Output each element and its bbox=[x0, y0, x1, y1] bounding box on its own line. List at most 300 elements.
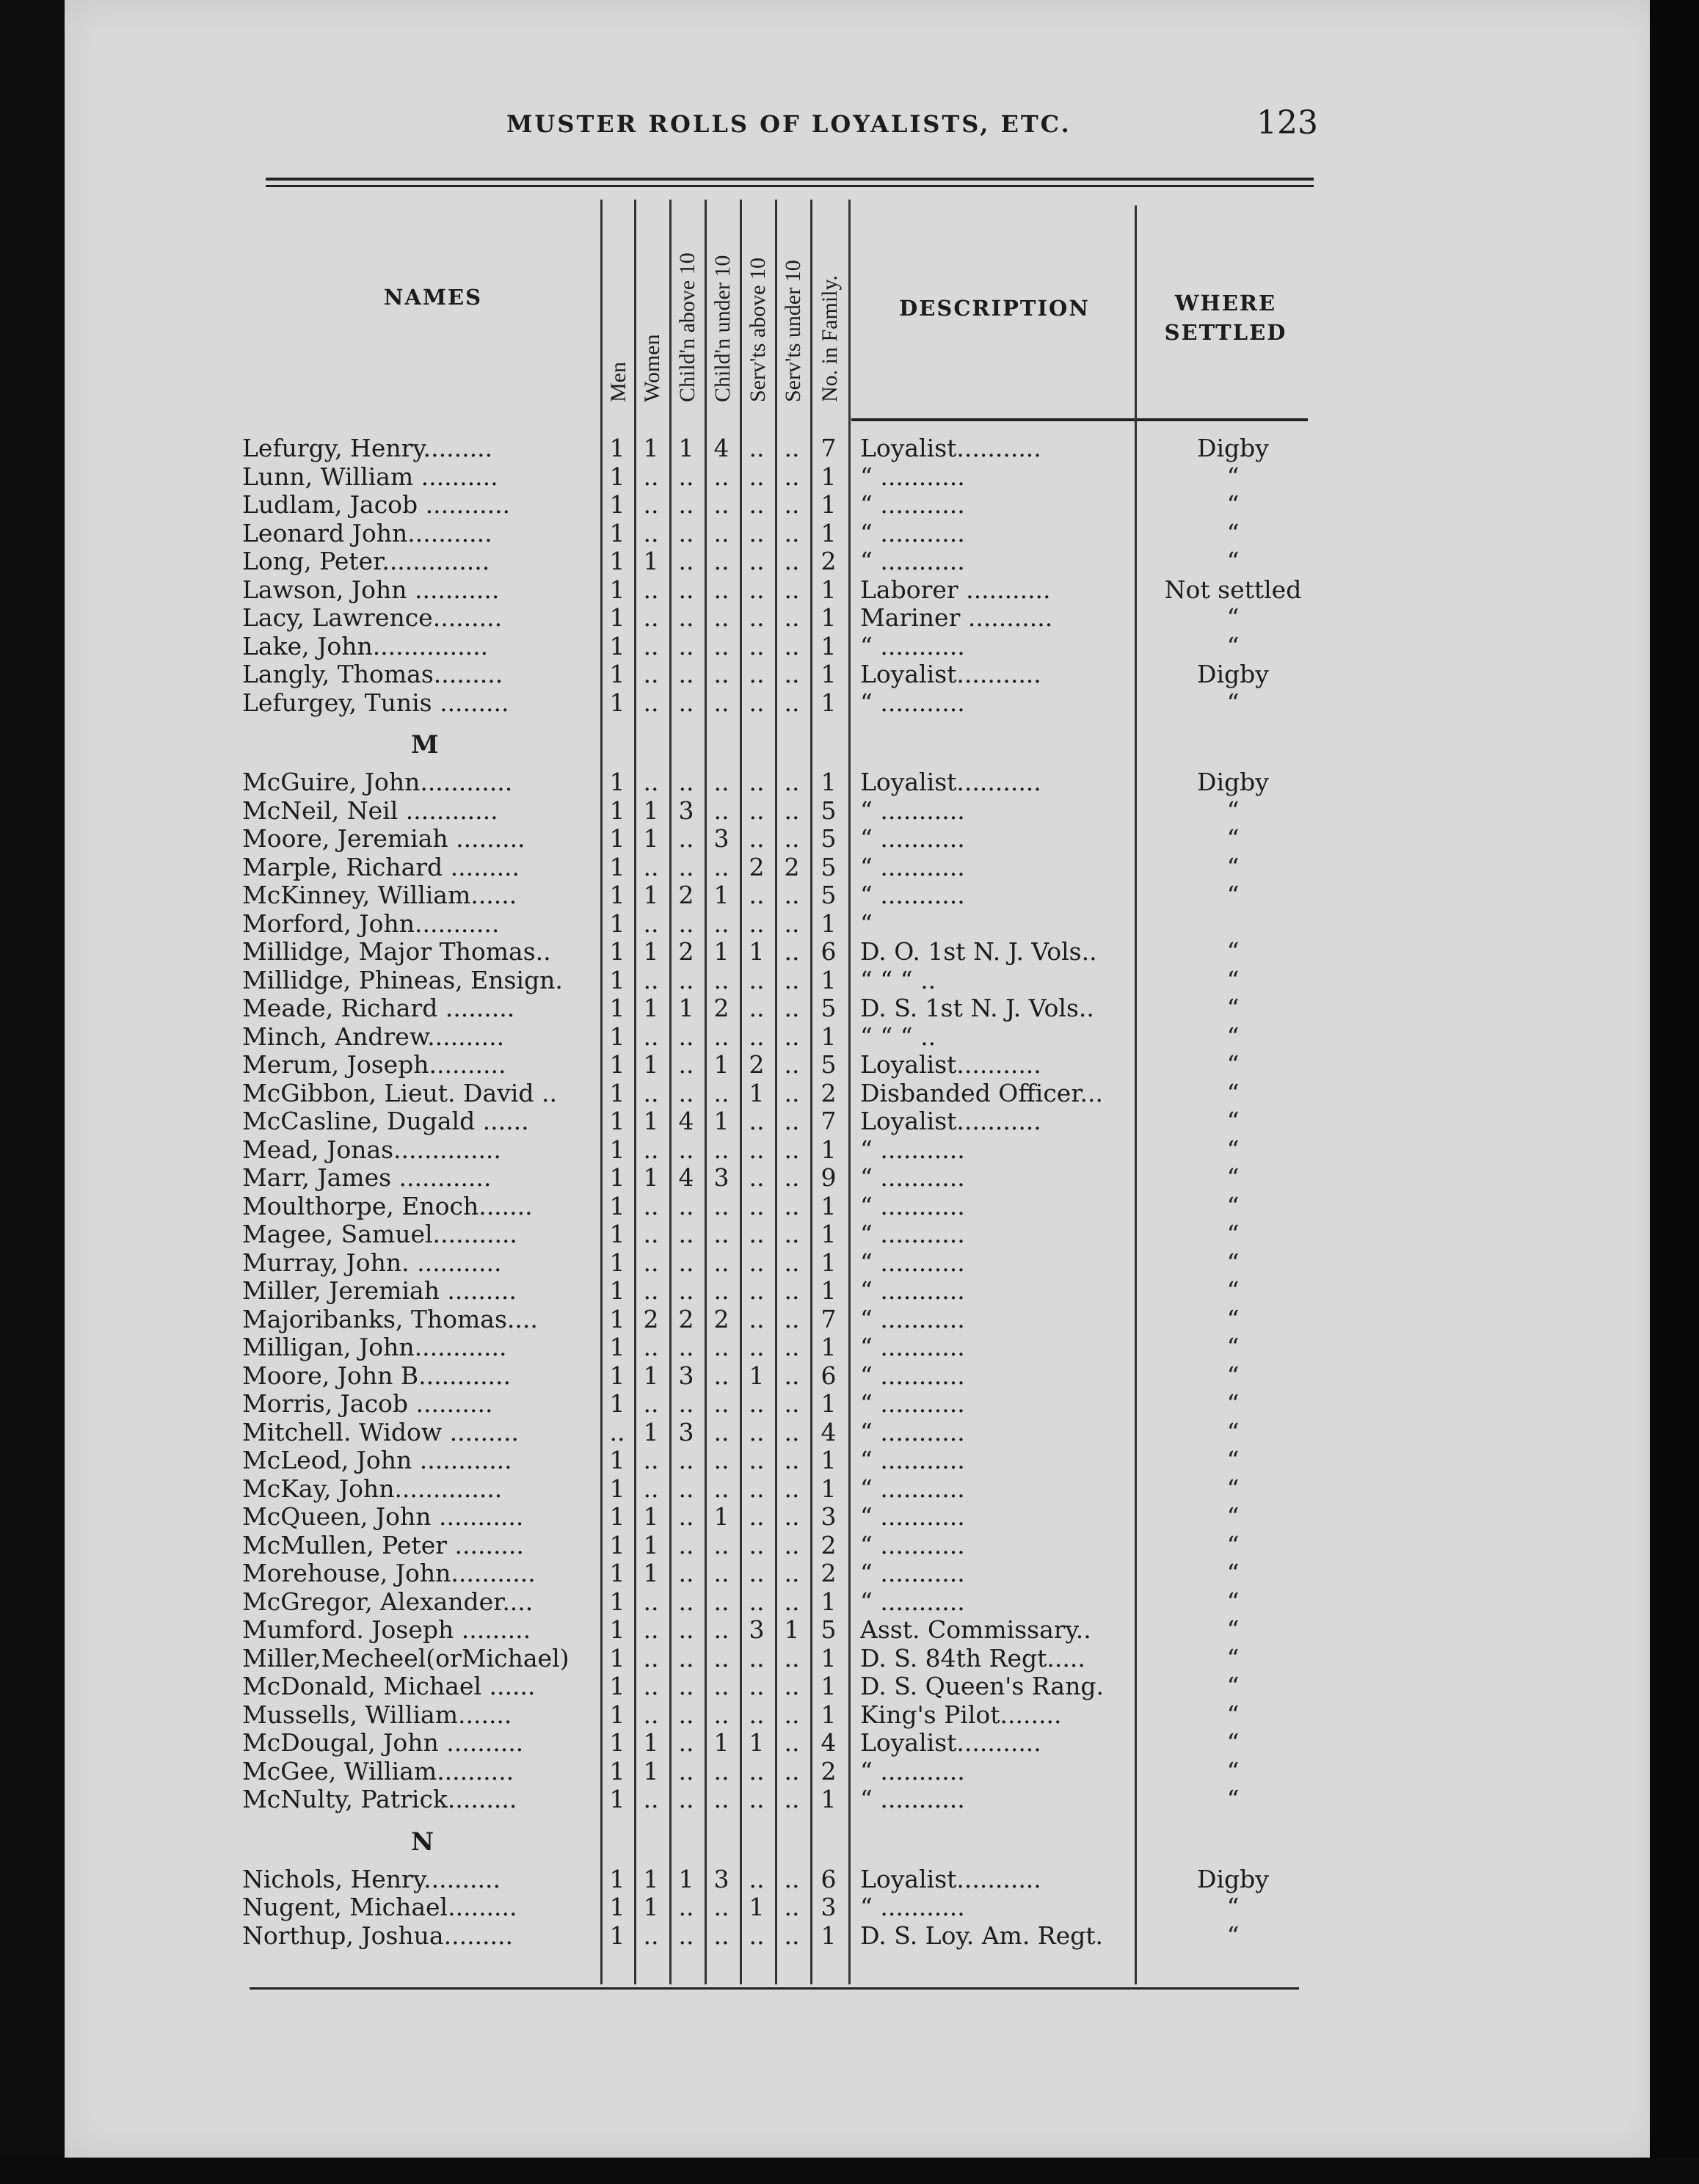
cell-children-above: .. bbox=[678, 1446, 694, 1474]
cell-description: King's Pilot........ bbox=[860, 1700, 1062, 1729]
table-row bbox=[242, 1893, 1314, 1921]
cell-servants-above: .. bbox=[749, 1587, 765, 1616]
cell-men: 1 bbox=[609, 1785, 625, 1813]
cell-servants-under: .. bbox=[784, 1728, 800, 1757]
cell-where-settled: “ bbox=[1226, 1191, 1240, 1220]
cell-servants-above: .. bbox=[749, 603, 765, 632]
cell-women: 1 bbox=[643, 1893, 659, 1921]
cell-women: .. bbox=[643, 965, 659, 994]
row-name: McDougal, John .......... bbox=[242, 1729, 524, 1757]
cell-where-settled: “ bbox=[1226, 881, 1240, 909]
table-row bbox=[242, 1672, 1314, 1700]
cell-where-settled: “ bbox=[1226, 1417, 1240, 1446]
cell-men: 1 bbox=[609, 796, 625, 825]
cell-children-under: .. bbox=[713, 1361, 730, 1390]
cell-children-under: .. bbox=[713, 1389, 730, 1418]
cell-children-under: .. bbox=[713, 796, 730, 825]
cell-women: .. bbox=[643, 462, 659, 491]
cell-servants-above: .. bbox=[749, 1643, 765, 1672]
cell-description: “ ........... bbox=[860, 1531, 965, 1559]
table-row bbox=[242, 1220, 1314, 1248]
cell-women: .. bbox=[643, 1615, 659, 1644]
cell-children-above: .. bbox=[678, 1191, 694, 1220]
table-row bbox=[242, 689, 1314, 717]
table-row bbox=[242, 1786, 1314, 1813]
cell-servants-above: .. bbox=[749, 881, 765, 909]
cell-children-under: .. bbox=[713, 518, 730, 547]
cell-servants-under: .. bbox=[784, 1022, 800, 1051]
cell-family: 1 bbox=[821, 965, 837, 994]
cell-description: Loyalist........... bbox=[860, 1729, 1041, 1757]
cell-family: 7 bbox=[821, 1304, 837, 1333]
cell-servants-under: .. bbox=[784, 1417, 800, 1446]
cell-where-settled: “ bbox=[1226, 937, 1240, 966]
running-head: MUSTER ROLLS OF LOYALISTS, ETC. bbox=[506, 110, 1072, 138]
cell-men: 1 bbox=[609, 768, 625, 796]
cell-description: “ bbox=[860, 909, 873, 938]
cell-children-above: .. bbox=[678, 1389, 694, 1418]
row-name: McKay, John.............. bbox=[242, 1474, 503, 1503]
cell-family: 1 bbox=[821, 1921, 837, 1950]
cell-where-settled: “ bbox=[1226, 1921, 1240, 1950]
cell-children-above: .. bbox=[678, 965, 694, 994]
header-bottom-rule bbox=[851, 418, 1308, 421]
header-where-settled-1: WHERE bbox=[1174, 291, 1277, 316]
cell-women: 1 bbox=[643, 1107, 659, 1135]
cell-children-above: 2 bbox=[678, 881, 694, 909]
cell-where-settled: “ bbox=[1226, 1107, 1240, 1135]
cell-women: 1 bbox=[643, 547, 659, 575]
cell-description: D. O. 1st N. J. Vols.. bbox=[860, 938, 1097, 966]
cell-servants-above: .. bbox=[749, 1276, 765, 1305]
cell-where-settled: “ bbox=[1226, 1135, 1240, 1164]
cell-children-above: .. bbox=[678, 1756, 694, 1786]
cell-women: .. bbox=[643, 490, 659, 519]
table-row bbox=[242, 1559, 1314, 1587]
cell-family: 2 bbox=[821, 1559, 837, 1587]
table-row bbox=[242, 1249, 1314, 1277]
cell-men: 1 bbox=[609, 688, 625, 717]
cell-children-above: .. bbox=[678, 768, 694, 796]
cell-servants-under: .. bbox=[784, 1050, 800, 1079]
cell-children-above: .. bbox=[678, 1022, 694, 1051]
table-row bbox=[242, 768, 1314, 796]
cell-where-settled: Digby bbox=[1197, 660, 1269, 688]
cell-men: 1 bbox=[609, 518, 625, 547]
cell-women: .. bbox=[643, 1276, 659, 1305]
cell-servants-above: .. bbox=[749, 631, 765, 660]
cell-women: 1 bbox=[643, 1050, 659, 1079]
table-row bbox=[242, 1051, 1314, 1079]
cell-family: 1 bbox=[821, 1672, 837, 1700]
cell-servants-above: .. bbox=[749, 965, 765, 994]
cell-servants-above: .. bbox=[749, 547, 765, 575]
cell-servants-above: 3 bbox=[749, 1615, 765, 1644]
cell-servants-under: .. bbox=[784, 1672, 800, 1700]
cell-servants-under: .. bbox=[784, 603, 800, 632]
section-letter: M bbox=[411, 730, 439, 760]
cell-servants-above: .. bbox=[749, 1248, 765, 1277]
cell-women: 1 bbox=[643, 1502, 659, 1531]
cell-where-settled: “ bbox=[1226, 490, 1240, 519]
row-name: Magee, Samuel........... bbox=[242, 1220, 517, 1248]
cell-servants-under: .. bbox=[784, 518, 800, 547]
cell-women: .. bbox=[643, 1700, 659, 1729]
table-row bbox=[242, 1616, 1314, 1644]
cell-children-above: .. bbox=[678, 1700, 694, 1729]
row-name: Marple, Richard ......... bbox=[242, 853, 520, 881]
cell-where-settled: “ bbox=[1226, 547, 1240, 575]
cell-men: 1 bbox=[609, 603, 625, 632]
cell-servants-under: .. bbox=[784, 1220, 800, 1248]
table-row bbox=[242, 1503, 1314, 1531]
cell-children-under: .. bbox=[713, 688, 730, 717]
cell-children-under: .. bbox=[713, 1078, 730, 1107]
cell-where-settled: “ bbox=[1226, 1078, 1240, 1107]
row-name: McCasline, Dugald ...... bbox=[242, 1107, 529, 1135]
row-name: Morehouse, John........... bbox=[242, 1559, 536, 1587]
cell-family: 1 bbox=[821, 603, 837, 632]
cell-men: 1 bbox=[609, 909, 625, 938]
table-bottom-rule bbox=[250, 1987, 1299, 1990]
cell-children-above: 2 bbox=[678, 1304, 694, 1333]
cell-description: Loyalist........... bbox=[860, 660, 1041, 688]
cell-women: .. bbox=[643, 575, 659, 604]
cell-servants-under: .. bbox=[784, 1191, 800, 1220]
table-row bbox=[242, 491, 1314, 519]
row-name: Ludlam, Jacob ........... bbox=[242, 491, 511, 519]
row-name: Murray, John. ........... bbox=[242, 1248, 502, 1277]
table-top-rule-2 bbox=[266, 185, 1314, 187]
cell-servants-above: .. bbox=[749, 434, 765, 462]
cell-description: Disbanded Officer... bbox=[860, 1079, 1103, 1107]
cell-servants-under: .. bbox=[784, 1530, 800, 1559]
cell-men: 1 bbox=[609, 1502, 625, 1531]
cell-description: “ ........... bbox=[860, 1164, 965, 1192]
cell-children-under: .. bbox=[713, 660, 730, 688]
cell-children-under: 1 bbox=[713, 1502, 730, 1531]
cell-where-settled: “ bbox=[1226, 1559, 1240, 1587]
table-row bbox=[242, 1475, 1314, 1503]
cell-children-under: .. bbox=[713, 462, 730, 491]
cell-description: “ ........... bbox=[860, 1446, 965, 1474]
cell-description: “ ........... bbox=[860, 632, 965, 660]
cell-family: 1 bbox=[821, 909, 837, 938]
row-name: McMullen, Peter ......... bbox=[242, 1531, 524, 1559]
row-name: McKinney, William...... bbox=[242, 881, 517, 909]
row-name: McGee, William.......... bbox=[242, 1757, 514, 1786]
cell-description: “ ........... bbox=[860, 825, 965, 853]
cell-children-above: 2 bbox=[678, 937, 694, 966]
table-row bbox=[242, 1532, 1314, 1559]
cell-description: “ ........... bbox=[860, 881, 965, 909]
cell-children-under: .. bbox=[713, 1643, 730, 1672]
cell-family: 5 bbox=[821, 881, 837, 909]
cell-family: 2 bbox=[821, 547, 837, 575]
cell-where-settled: “ bbox=[1226, 1050, 1240, 1079]
cell-servants-under: 2 bbox=[784, 852, 800, 881]
cell-description: “ ........... bbox=[860, 1248, 965, 1277]
cell-servants-under: .. bbox=[784, 1361, 800, 1390]
cell-family: 1 bbox=[821, 518, 837, 547]
cell-men: 1 bbox=[609, 1304, 625, 1333]
cell-servants-under: .. bbox=[784, 965, 800, 994]
cell-women: .. bbox=[643, 1672, 659, 1700]
cell-men: 1 bbox=[609, 1248, 625, 1277]
cell-women: 1 bbox=[643, 1864, 659, 1893]
cell-women: .. bbox=[643, 768, 659, 796]
table-row bbox=[242, 633, 1314, 660]
header-women: Women bbox=[640, 334, 664, 402]
cell-men: 1 bbox=[609, 1135, 625, 1164]
cell-servants-under: .. bbox=[784, 1864, 800, 1893]
cell-servants-above: 1 bbox=[749, 1728, 765, 1757]
cell-servants-under: .. bbox=[784, 994, 800, 1022]
cell-servants-above: .. bbox=[749, 1921, 765, 1950]
cell-servants-under: .. bbox=[784, 1135, 800, 1164]
cell-servants-above: .. bbox=[749, 1304, 765, 1333]
table-top-rule bbox=[266, 178, 1314, 181]
cell-servants-above: .. bbox=[749, 575, 765, 604]
cell-servants-above: 2 bbox=[749, 852, 765, 881]
cell-men: 1 bbox=[609, 1893, 625, 1921]
table-row bbox=[242, 1136, 1314, 1164]
cell-men: 1 bbox=[609, 852, 625, 881]
cell-where-settled: “ bbox=[1226, 1304, 1240, 1333]
row-name: Miller, Jeremiah ......... bbox=[242, 1277, 517, 1305]
cell-family: 4 bbox=[821, 1417, 837, 1446]
cell-men: 1 bbox=[609, 824, 625, 853]
cell-women: .. bbox=[643, 1587, 659, 1616]
cell-women: 1 bbox=[643, 1530, 659, 1559]
cell-children-under: .. bbox=[713, 1135, 730, 1164]
cell-servants-under: .. bbox=[784, 490, 800, 519]
table-row bbox=[242, 1193, 1314, 1220]
row-name: Mumford. Joseph ......... bbox=[242, 1616, 531, 1644]
cell-children-above: .. bbox=[678, 688, 694, 717]
cell-servants-above: .. bbox=[749, 1672, 765, 1700]
cell-children-above: .. bbox=[678, 1643, 694, 1672]
cell-description: “ ........... bbox=[860, 853, 965, 881]
table-row bbox=[242, 463, 1314, 491]
cell-family: 1 bbox=[821, 1191, 837, 1220]
row-name: Nugent, Michael......... bbox=[242, 1893, 517, 1921]
cell-where-settled: “ bbox=[1226, 1785, 1240, 1813]
cell-description: “ ........... bbox=[860, 796, 965, 825]
row-name: Lefurgy, Henry......... bbox=[242, 434, 493, 462]
cell-family: 5 bbox=[821, 796, 837, 825]
cell-women: 1 bbox=[643, 1559, 659, 1587]
row-name: McGibbon, Lieut. David .. bbox=[242, 1079, 557, 1107]
table-row bbox=[242, 825, 1314, 853]
table-row bbox=[242, 881, 1314, 909]
cell-family: 7 bbox=[821, 434, 837, 462]
cell-children-above: 1 bbox=[678, 1864, 694, 1893]
cell-family: 2 bbox=[821, 1530, 837, 1559]
cell-women: .. bbox=[643, 1333, 659, 1361]
cell-children-above: .. bbox=[678, 1615, 694, 1644]
table-row bbox=[242, 1080, 1314, 1107]
cell-men: 1 bbox=[609, 1361, 625, 1390]
cell-family: 9 bbox=[821, 1163, 837, 1192]
cell-children-above: .. bbox=[678, 1502, 694, 1531]
table-row bbox=[242, 1446, 1314, 1474]
cell-servants-above: .. bbox=[749, 462, 765, 491]
table-row bbox=[242, 1390, 1314, 1418]
cell-description: “ ........... bbox=[860, 1390, 965, 1418]
cell-description: “ ........... bbox=[860, 1135, 965, 1164]
cell-family: 4 bbox=[821, 1728, 837, 1757]
cell-children-under: .. bbox=[713, 1474, 730, 1503]
header-children-above: Child'n above 10 bbox=[675, 252, 699, 402]
cell-children-above: .. bbox=[678, 603, 694, 632]
cell-description: D. S. Loy. Am. Regt. bbox=[860, 1921, 1104, 1950]
cell-where-settled: “ bbox=[1226, 1502, 1240, 1531]
cell-children-under: 3 bbox=[713, 1163, 730, 1192]
cell-servants-above: .. bbox=[749, 1135, 765, 1164]
cell-servants-under: .. bbox=[784, 660, 800, 688]
cell-men: 1 bbox=[609, 965, 625, 994]
cell-servants-above: .. bbox=[749, 1502, 765, 1531]
cell-servants-under: .. bbox=[784, 1333, 800, 1361]
cell-servants-above: .. bbox=[749, 660, 765, 688]
cell-description: Loyalist........... bbox=[860, 1865, 1041, 1893]
cell-servants-under: .. bbox=[784, 1389, 800, 1418]
cell-family: 6 bbox=[821, 937, 837, 966]
cell-children-above: .. bbox=[678, 1893, 694, 1921]
table-row bbox=[242, 1164, 1314, 1192]
cell-where-settled: “ bbox=[1226, 1389, 1240, 1418]
cell-women: .. bbox=[643, 603, 659, 632]
cell-servants-under: .. bbox=[784, 824, 800, 853]
cell-where-settled: “ bbox=[1226, 603, 1240, 632]
cell-women: .. bbox=[643, 660, 659, 688]
cell-servants-above: .. bbox=[749, 1191, 765, 1220]
cell-family: 6 bbox=[821, 1361, 837, 1390]
header-family: No. in Family. bbox=[818, 274, 842, 402]
row-name: Marr, James ............ bbox=[242, 1164, 492, 1192]
cell-servants-above: 2 bbox=[749, 1050, 765, 1079]
cell-children-above: .. bbox=[678, 660, 694, 688]
cell-family: 1 bbox=[821, 462, 837, 491]
cell-where-settled: “ bbox=[1226, 462, 1240, 491]
cell-children-above: 4 bbox=[678, 1163, 694, 1192]
cell-description: “ ........... bbox=[860, 1757, 965, 1786]
cell-family: 1 bbox=[821, 1587, 837, 1616]
cell-men: 1 bbox=[609, 575, 625, 604]
cell-women: 1 bbox=[643, 824, 659, 853]
cell-description: “ “ “ .. bbox=[860, 966, 936, 994]
cell-family: 1 bbox=[821, 1135, 837, 1164]
cell-children-under: .. bbox=[713, 1921, 730, 1950]
cell-men: 1 bbox=[609, 1107, 625, 1135]
table-row bbox=[242, 1866, 1314, 1893]
cell-where-settled: “ bbox=[1226, 1700, 1240, 1729]
cell-where-settled: “ bbox=[1226, 1022, 1240, 1051]
cell-where-settled: “ bbox=[1226, 1615, 1240, 1644]
cell-servants-above: 1 bbox=[749, 1078, 765, 1107]
cell-family: 7 bbox=[821, 1107, 837, 1135]
cell-description: “ ........... bbox=[860, 1418, 965, 1446]
cell-men: 1 bbox=[609, 1559, 625, 1587]
row-name: McQueen, John ........... bbox=[242, 1503, 524, 1531]
cell-children-above: .. bbox=[678, 575, 694, 604]
cell-children-above: .. bbox=[678, 518, 694, 547]
cell-men: 1 bbox=[609, 1728, 625, 1757]
header-where-settled-2: SETTLED bbox=[1164, 320, 1287, 345]
cell-women: .. bbox=[643, 1248, 659, 1277]
cell-where-settled: “ bbox=[1226, 1530, 1240, 1559]
cell-men: 1 bbox=[609, 1700, 625, 1729]
header-servants-above: Serv'ts above 10 bbox=[746, 257, 770, 402]
cell-description: “ ........... bbox=[860, 1786, 965, 1813]
cell-women: .. bbox=[643, 1220, 659, 1248]
cell-description: “ ........... bbox=[860, 462, 965, 491]
cell-men: 1 bbox=[609, 1078, 625, 1107]
cell-children-above: .. bbox=[678, 1530, 694, 1559]
cell-where-settled: “ bbox=[1226, 688, 1240, 717]
cell-men: 1 bbox=[609, 1389, 625, 1418]
cell-children-above: .. bbox=[678, 1672, 694, 1700]
row-name: Lawson, John ........... bbox=[242, 575, 500, 604]
cell-where-settled: Digby bbox=[1197, 1864, 1269, 1893]
cell-women: 2 bbox=[643, 1304, 659, 1333]
cell-men: .. bbox=[609, 1417, 625, 1446]
table-row bbox=[242, 1333, 1314, 1361]
cell-where-settled: “ bbox=[1226, 1643, 1240, 1672]
table-row bbox=[242, 576, 1314, 604]
row-name: Langly, Thomas......... bbox=[242, 660, 503, 688]
cell-description: “ ........... bbox=[860, 519, 965, 547]
row-name: Moore, Jeremiah ......... bbox=[242, 825, 525, 853]
cell-where-settled: “ bbox=[1226, 1672, 1240, 1700]
cell-servants-above: .. bbox=[749, 1333, 765, 1361]
cell-description: “ ........... bbox=[860, 688, 965, 717]
cell-servants-under: .. bbox=[784, 1559, 800, 1587]
cell-women: .. bbox=[643, 1921, 659, 1950]
cell-men: 1 bbox=[609, 1615, 625, 1644]
cell-where-settled: “ bbox=[1226, 1333, 1240, 1361]
cell-men: 1 bbox=[609, 1864, 625, 1893]
cell-family: 3 bbox=[821, 1502, 837, 1531]
cell-men: 1 bbox=[609, 1050, 625, 1079]
cell-servants-under: .. bbox=[784, 1700, 800, 1729]
cell-men: 1 bbox=[609, 547, 625, 575]
cell-children-above: .. bbox=[678, 1921, 694, 1950]
cell-men: 1 bbox=[609, 1474, 625, 1503]
cell-children-under: 1 bbox=[713, 1107, 730, 1135]
cell-children-under: .. bbox=[713, 1022, 730, 1051]
cell-children-above: .. bbox=[678, 1220, 694, 1248]
cell-servants-under: .. bbox=[784, 937, 800, 966]
cell-family: 1 bbox=[821, 1446, 837, 1474]
cell-women: .. bbox=[643, 1389, 659, 1418]
cell-servants-above: .. bbox=[749, 824, 765, 853]
cell-where-settled: “ bbox=[1226, 1756, 1240, 1786]
cell-where-settled: Digby bbox=[1197, 768, 1269, 796]
cell-description: “ ........... bbox=[860, 1361, 965, 1390]
cell-servants-above: 1 bbox=[749, 1893, 765, 1921]
cell-children-under: .. bbox=[713, 909, 730, 938]
cell-family: 3 bbox=[821, 1893, 837, 1921]
cell-servants-above: .. bbox=[749, 1163, 765, 1192]
cell-family: 5 bbox=[821, 1050, 837, 1079]
cell-women: .. bbox=[643, 1135, 659, 1164]
cell-servants-under: .. bbox=[784, 1276, 800, 1305]
cell-children-above: 4 bbox=[678, 1107, 694, 1135]
cell-servants-above: 1 bbox=[749, 937, 765, 966]
table-row bbox=[242, 1922, 1314, 1950]
